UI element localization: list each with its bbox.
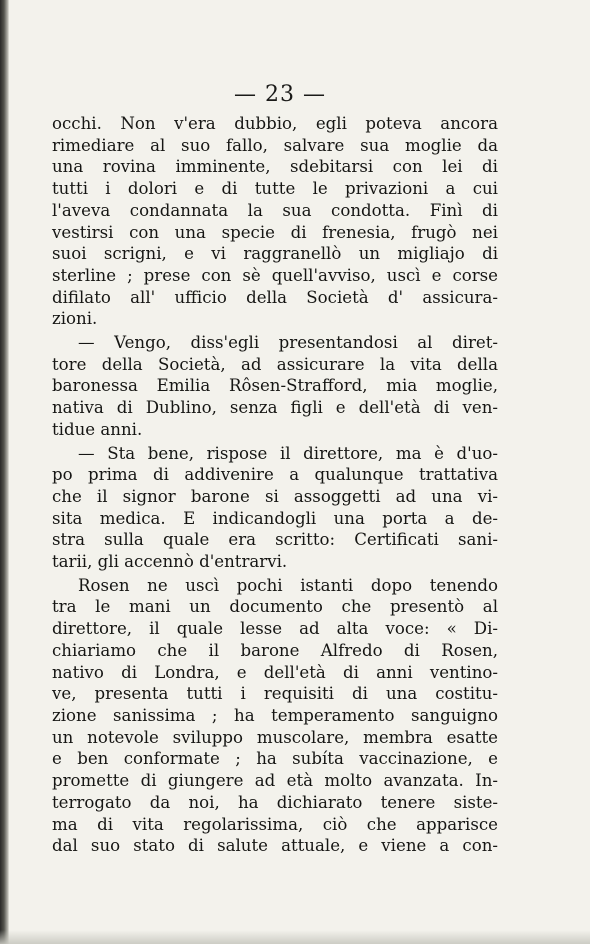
text-line: nativo di Londra, e dell'età di anni ventino- [52, 662, 498, 682]
text-line: rimediare al suo fallo, salvare sua moglie da [52, 135, 498, 155]
page-number: — 23 — [234, 82, 326, 107]
page-bottom-shade [0, 930, 590, 944]
text-line: ma di vita regolarissima, ciò che apparisce [52, 814, 498, 834]
text-line: l'aveva condannata la sua condotta. Finì di [52, 200, 498, 220]
text-line: — Sta bene, rispose il direttore, ma è d'uo- [78, 443, 498, 463]
text-line: promette di giungere ad età molto avanzata. In- [52, 771, 498, 791]
text-line: zioni. [52, 309, 98, 329]
text-line: terrogato da noi, ha dichiarato tenere siste- [52, 792, 498, 812]
text-line: baronessa Emilia Rôsen-Strafford, mia moglie, [52, 376, 498, 396]
text-line: tarii, gli accennò d'entrarvi. [52, 552, 288, 572]
text-line: vestirsi con una specie di frenesia, frugò nei [52, 222, 498, 242]
text-line: — Vengo, diss'egli presentandosi al diret- [78, 333, 498, 353]
text-line: e ben conformate ; ha subíta vaccinazione, e [52, 749, 498, 769]
text-line: tidue anni. [52, 419, 143, 439]
text-line: direttore, il quale lesse ad alta voce: « Di- [52, 619, 498, 639]
body-text [52, 113, 498, 857]
text-line: stra sulla quale era scritto: Certificati sani- [52, 530, 498, 550]
text-line: suoi scrigni, e vi raggranellò un migliajo di [52, 244, 498, 264]
page-spine-shadow [0, 0, 9, 944]
text-line: nativa di Dublino, senza figli e dell'età di ven- [52, 398, 498, 418]
text-line: difilato all' ufficio della Società d' assicura- [52, 287, 498, 307]
text-line: che il signor barone si assoggetti ad una vi- [52, 486, 498, 506]
text-line: tra le mani un documento che presentò al [52, 597, 498, 617]
text-line: un notevole sviluppo muscolare, membra esatte [52, 727, 498, 747]
text-line: po prima di addivenire a qualunque trattativa [52, 465, 498, 485]
text-line: dal suo stato di salute attuale, e viene a con- [52, 836, 498, 856]
text-line: chiariamo che il barone Alfredo di Rosen, [52, 640, 498, 660]
text-line: sita medica. E indicandogli una porta a de- [52, 508, 498, 528]
text-line: tutti i dolori e di tutte le privazioni a cui [52, 179, 498, 199]
text-line: ve, presenta tutti i requisiti di una costitu- [52, 684, 498, 704]
text-line: Rosen ne uscì pochi istanti dopo tenendo [78, 575, 498, 595]
text-line: occhi. Non v'era dubbio, egli poteva ancora [52, 114, 498, 133]
text-line: una rovina imminente, sdebitarsi con lei di [52, 157, 498, 177]
text-line: zione sanissima ; ha temperamento sanguigno [52, 705, 498, 725]
text-line: sterline ; prese con sè quell'avviso, uscì e corse [52, 265, 498, 285]
text-line: tore della Società, ad assicurare la vita della [52, 354, 498, 374]
